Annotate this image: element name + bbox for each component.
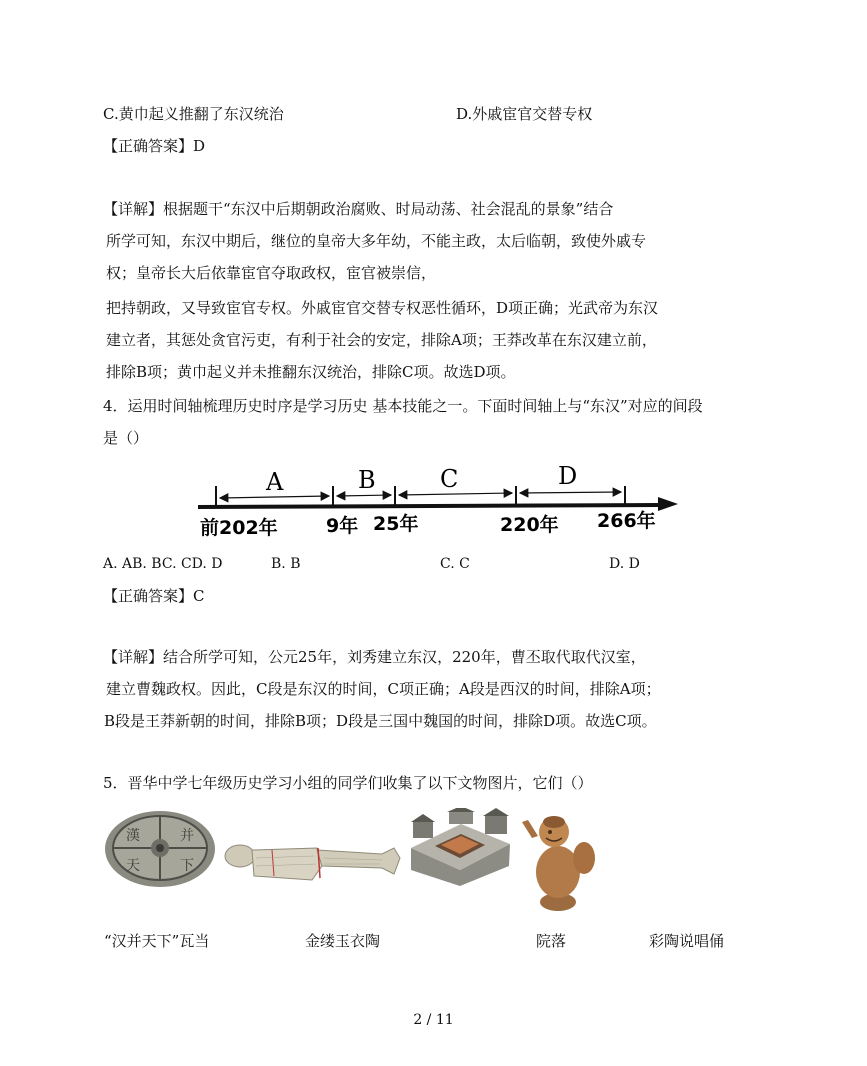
explanation-line: 权；皇帝长大后依靠宦官夺取政权，宦官被崇信，	[106, 264, 437, 282]
year-label: 前202年	[200, 517, 278, 539]
option-c: C.黄巾起义推翻了东汉统治	[103, 105, 284, 123]
option-d: D. D	[609, 556, 640, 572]
tile-char: 并	[180, 828, 194, 844]
segment-a-arrow	[220, 496, 329, 498]
explanation-line: B段是王莽新朝的时间，排除B项；D段是三国中魏国的时间，排除D项。故选C项。	[104, 712, 657, 730]
segment-b-arrow	[337, 495, 391, 496]
year-label: 9年	[326, 515, 359, 537]
page-number: 2 / 11	[413, 1012, 454, 1028]
explanation-line: 把持朝政，又导致宦官专权。外戚宦官交替专权恶性循环，D项正确；光武帝为东汉	[106, 299, 659, 317]
caption-jade-suit: 金缕玉衣陶	[305, 932, 381, 950]
tile-char: 漢	[126, 828, 140, 844]
option-c: C. C	[440, 556, 470, 572]
explanation-line: 建立者，其惩处贪官污吏，有利于社会的安定，排除A项；王莽改革在东汉建立前，	[106, 331, 657, 349]
explanation-line: 建立曹魏政权。因此，C段是东汉的时间，C项正确；A段是西汉的时间，排除A项；	[106, 680, 661, 698]
correct-answer: 【正确答案】D	[103, 137, 206, 155]
segment-c-arrow	[399, 493, 512, 495]
tile-char: 天	[126, 858, 140, 874]
segment-label: A	[266, 468, 284, 496]
caption-courtyard: 院落	[536, 932, 567, 950]
jade-burial-suit-image	[222, 838, 402, 886]
segment-label: D	[558, 462, 578, 490]
year-label: 266年	[597, 510, 656, 532]
timeline-axis	[198, 505, 660, 507]
storyteller-figurine-image	[518, 808, 598, 914]
tile-char: 下	[180, 858, 194, 874]
explanation-line: 【详解】根据题干“东汉中后期朝政治腐败、时局动荡、社会混乱的景象”结合	[103, 200, 614, 218]
year-label: 25年	[373, 513, 419, 535]
segment-label: C	[440, 465, 459, 493]
timeline-arrowhead	[658, 497, 678, 511]
roof-tile-image	[104, 808, 218, 888]
explanation-line: 排除B项；黄巾起义并未推翻东汉统治，排除C项。故选D项。	[106, 363, 516, 381]
option-b: B. B	[271, 556, 301, 572]
caption-figurine: 彩陶说唱俑	[649, 932, 725, 950]
question-4-stem-cont: 是（）	[103, 429, 149, 447]
option-a: A. AB. BC. CD. D	[103, 556, 223, 572]
explanation-line: 【详解】结合所学可知，公元25年，刘秀建立东汉，220年，曹丕取代取代汉室，	[103, 648, 646, 666]
year-label: 220年	[500, 514, 559, 536]
courtyard-model-image	[405, 808, 515, 886]
timeline-diagram	[190, 460, 690, 542]
question-4-stem: 4．运用时间轴梳理历史时序是学习历史 基本技能之一。下面时间轴上与“东汉”对应的间段	[103, 397, 703, 415]
option-d: D.外戚宦官交替专权	[456, 105, 593, 123]
segment-d-arrow	[520, 492, 621, 493]
question-5-stem: 5．晋华中学七年级历史学习小组的同学们收集了以下文物图片，它们（）	[103, 774, 593, 792]
caption-roof-tile: “汉并天下”瓦当	[104, 932, 210, 950]
segment-label: B	[358, 466, 376, 494]
correct-answer: 【正确答案】C	[103, 587, 205, 605]
explanation-line: 所学可知，东汉中期后，继位的皇帝大多年幼，不能主政，太后临朝，致使外戚专	[106, 232, 647, 250]
